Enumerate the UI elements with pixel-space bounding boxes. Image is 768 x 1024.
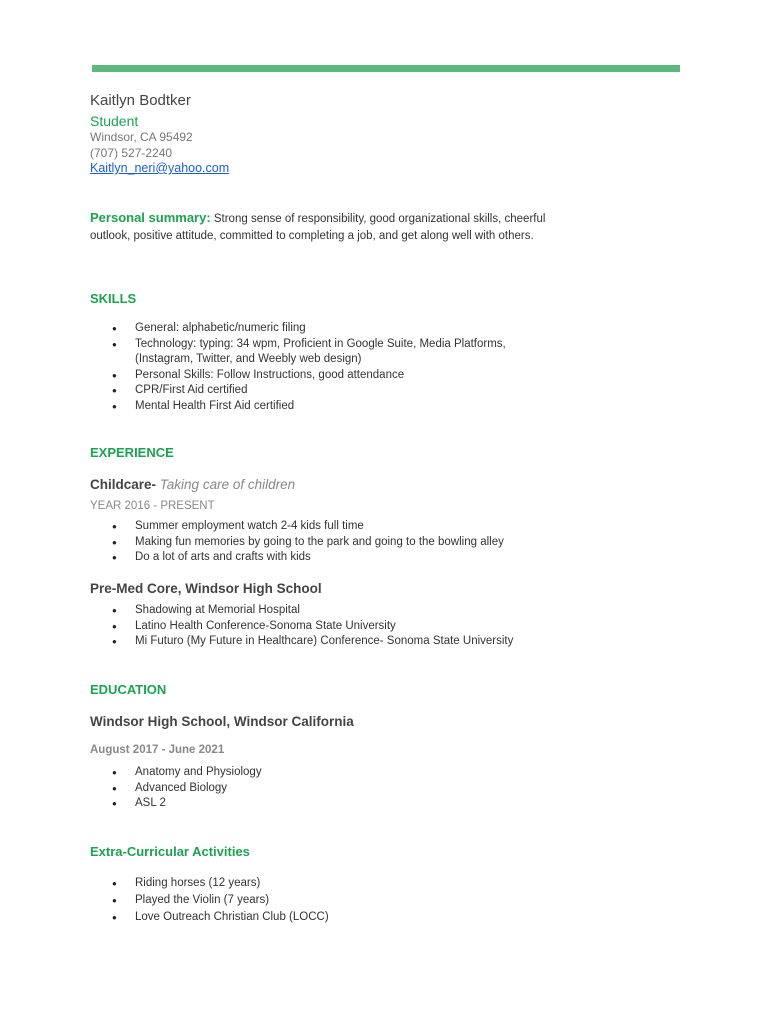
list-item: ● Personal Skills: Follow Instructions, good attendance [0,368,700,384]
personal-summary [90,210,560,244]
bullet-icon: ● [112,799,117,809]
job-bullets [0,603,700,650]
education-heading: EDUCATION [90,682,167,697]
list-item: ● Love Outreach Christian Club (LOCC) [0,909,700,926]
bullet-icon: ● [112,553,117,563]
list-item: ● Anatomy and Physiology [0,765,700,781]
bullet-icon: ● [112,606,117,615]
job-dates: YEAR 2016 - PRESENT [90,500,215,512]
bullet-icon: ● [112,386,117,396]
list-item: ● Mental Health First Aid certified [0,399,700,415]
bullet-icon: ● [112,324,117,333]
job-title: Pre-Med Core, Windsor High School [90,581,322,596]
bullet-icon: ● [112,522,117,531]
bullet-icon: ● [112,896,117,905]
bullet-icon: ● [112,621,117,631]
bullet-icon: ● [112,339,117,349]
candidate-name: Kaitlyn Bodtker [90,92,191,109]
summary-label: Personal summary: [90,210,211,225]
list-item: ● CPR/First Aid certified [0,383,700,399]
bullet-icon: ● [112,768,117,777]
list-item: ● Making fun memories by going to the park and going to the bowling alley [0,535,700,551]
bullet-icon: ● [112,637,117,647]
list-item: ● Mi Futuro (My Future in Healthcare) Conference- Sonoma State University [0,634,700,650]
list-item: ● Summer employment watch 2-4 kids full time [0,519,700,535]
address: Windsor, CA 95492 [90,130,193,144]
job-bullets [0,519,700,566]
bullet-icon: ● [112,537,117,547]
school-name: Windsor High School, Windsor California [90,714,354,729]
job-role: Taking care of children [159,477,296,492]
list-item: ● Shadowing at Memorial Hospital [0,603,700,619]
skills-list [0,321,700,415]
experience-heading: EXPERIENCE [90,445,174,460]
list-item: ● Technology: typing: 34 wpm, Proficient in Google Suite, Media Platforms, (Instagram, Twitter, and Weebly web design) [112,337,506,366]
email-link[interactable]: Kaitlyn_neri@yahoo.com [90,161,230,175]
summary-text: Strong sense of responsibility, good organizational skills, cheerful outlook, positive attitude, committed to completing a job, and get along well with others. [90,213,546,242]
list-item: ● Riding horses (12 years) [0,875,700,892]
course-list [0,765,700,812]
bullet-icon: ● [112,879,117,888]
header-accent-bar [92,65,680,72]
activities-list [0,875,700,926]
education-dates: August 2017 - June 2021 [90,744,225,756]
bullet-icon: ● [112,370,117,380]
bullet-icon: ● [112,401,117,411]
job-title: Childcare- Taking care of children [90,477,296,492]
phone: (707) 527-2240 [90,146,173,160]
bullet-icon: ● [112,783,117,793]
skills-heading: SKILLS [90,291,137,306]
list-item: ● Latino Health Conference-Sonoma State University [0,619,700,635]
candidate-role: Student [90,113,139,129]
list-item: ● Played the Violin (7 years) [0,892,700,909]
list-item: ● Do a lot of arts and crafts with kids [0,550,700,566]
list-item: ● Advanced Biology [0,781,700,797]
bullet-icon: ● [112,913,117,922]
list-item: ● General: alphabetic/numeric filing [0,321,700,337]
list-item: ● ASL 2 [0,796,700,812]
activities-heading: Extra-Curricular Activities [90,844,250,859]
